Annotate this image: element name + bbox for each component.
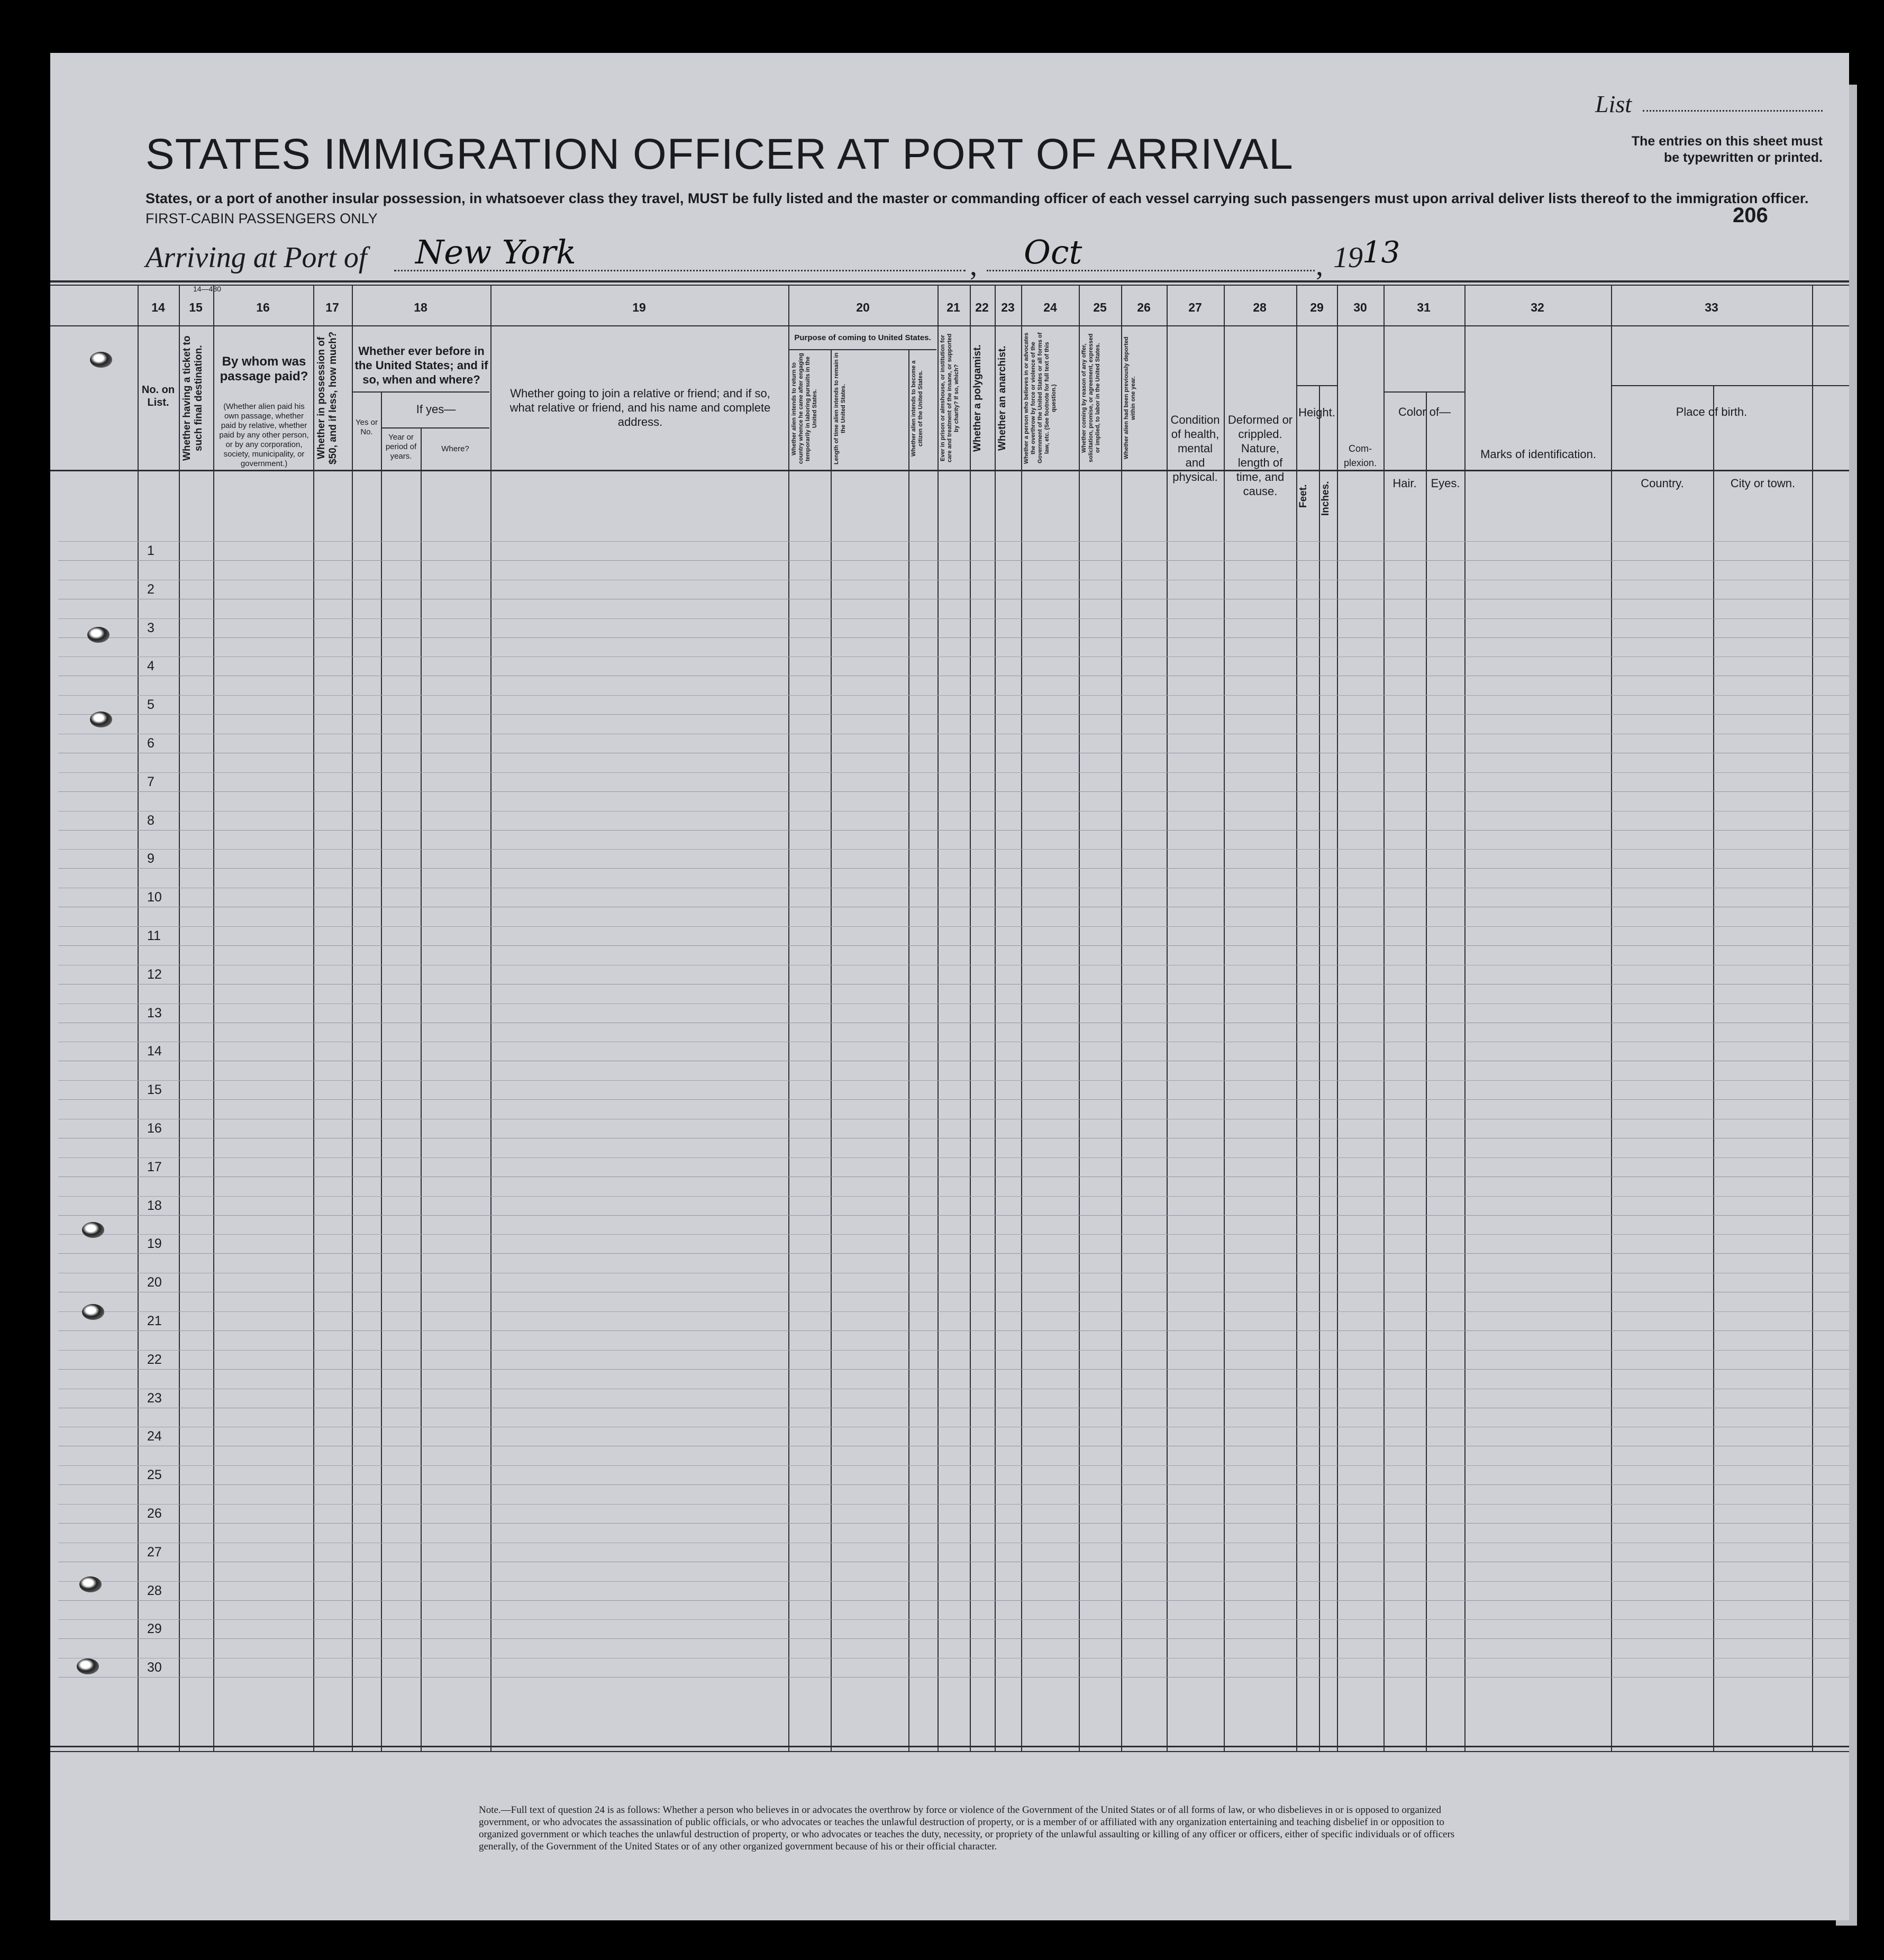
footnote-question-24: Note.—Full text of question 24 is as follows: Whether a person who believes in or advocates the overthrow by force or violence of the Government of the United States or of all forms of law, or who disbelieves in or is opposed to organized government, or who advocates the assassination of public officials, or who advocates or teaches the unlawful destruction of property, or is a member of or affiliated with any organization entertaining and teaching disbelief in or opposition to organized government or which teaches the unlawful destruction of property, or who advocates or teaches the duty, necessity, or propriety of the unlawful assaulting or killing of any officer or officers, either of specific individuals or of officers generally, of the Government of the United States or of any other organized government because of his or their official character. bbox=[479, 1804, 1455, 1852]
col-line-24 bbox=[1021, 285, 1022, 1751]
c29-sub-rule bbox=[1296, 385, 1337, 386]
row-number: 1 bbox=[147, 543, 154, 558]
list-label: List bbox=[1595, 90, 1632, 117]
typewritten-instructions: The entries on this sheet must be typewritten or printed. bbox=[1631, 134, 1823, 165]
row-number: 7 bbox=[147, 774, 154, 789]
table-top-rule-2 bbox=[50, 285, 1849, 286]
col-line-31b bbox=[1426, 391, 1427, 1751]
col-line-14 bbox=[138, 285, 139, 1751]
row-number: 20 bbox=[147, 1275, 162, 1290]
row-number: 10 bbox=[147, 890, 162, 905]
month-dotted-line bbox=[987, 270, 1315, 271]
row-number: 6 bbox=[147, 736, 154, 751]
page-title: STATES IMMIGRATION OFFICER AT PORT OF ARRIVAL bbox=[145, 130, 1294, 178]
col-line-27 bbox=[1167, 285, 1168, 1751]
c16-header: By whom was passage paid? bbox=[220, 354, 308, 384]
col-line-20b bbox=[831, 349, 832, 1751]
c33-header: Place of birth. bbox=[1676, 405, 1748, 418]
row-rule bbox=[58, 541, 1849, 542]
c31-eyes: Eyes. bbox=[1431, 477, 1460, 490]
row-rule bbox=[58, 1369, 1849, 1370]
col-line-34 bbox=[1812, 285, 1813, 1751]
colnum-28: 28 bbox=[1253, 300, 1267, 314]
c29-inches: Inches. bbox=[1320, 481, 1331, 516]
c20b-header: Length of time alien intends to remain in the United States. bbox=[833, 352, 847, 465]
month-handwritten: Oct bbox=[1024, 233, 1082, 271]
port-dotted-line bbox=[394, 270, 966, 271]
row-rule bbox=[58, 1581, 1849, 1582]
row-rule bbox=[58, 637, 1849, 638]
colnum-29: 29 bbox=[1310, 300, 1324, 314]
c33-sub-rule bbox=[1611, 385, 1849, 386]
header-bottom-rule bbox=[50, 470, 1849, 471]
row-rule bbox=[58, 1504, 1849, 1505]
c17-header: Whether in possession of $50, and if less, how much? bbox=[316, 331, 339, 465]
col-line-33b bbox=[1713, 385, 1714, 1751]
punch-hole bbox=[90, 712, 112, 727]
col-line-20 bbox=[788, 285, 789, 1751]
c20-header: Purpose of coming to United States. bbox=[794, 333, 931, 342]
c29-feet: Feet. bbox=[1298, 484, 1309, 508]
row-rule bbox=[58, 772, 1849, 773]
col-line-20c bbox=[908, 349, 909, 1751]
c29-header: Height. bbox=[1298, 406, 1335, 419]
col-line-31 bbox=[1384, 285, 1385, 1751]
col-line-26 bbox=[1121, 285, 1122, 1751]
row-rule bbox=[58, 1600, 1849, 1601]
row-rule bbox=[58, 695, 1849, 696]
colnum-17: 17 bbox=[325, 300, 339, 314]
row-number: 23 bbox=[147, 1390, 162, 1406]
row-rule bbox=[58, 714, 1849, 715]
row-number: 24 bbox=[147, 1429, 162, 1444]
row-number: 18 bbox=[147, 1198, 162, 1213]
row-rule bbox=[58, 868, 1849, 869]
colnum-15: 15 bbox=[189, 300, 203, 314]
punch-hole bbox=[90, 352, 112, 368]
row-number: 11 bbox=[147, 928, 161, 943]
row-rule bbox=[58, 1484, 1849, 1485]
c23-header: Whether an anarchist. bbox=[997, 345, 1008, 451]
table-bottom-rule bbox=[50, 1746, 1849, 1747]
c31-sub-rule bbox=[1384, 391, 1464, 393]
colnum-30: 30 bbox=[1353, 300, 1367, 314]
row-number: 5 bbox=[147, 697, 154, 713]
row-number: 26 bbox=[147, 1506, 162, 1521]
row-rule bbox=[58, 1619, 1849, 1620]
row-number: 14 bbox=[147, 1044, 162, 1059]
col-line-15 bbox=[179, 285, 180, 1751]
row-number: 9 bbox=[147, 851, 154, 867]
c18-sub-rule bbox=[352, 391, 489, 393]
col-line-16 bbox=[213, 285, 214, 1751]
comma-2: , bbox=[1316, 249, 1323, 282]
first-cabin-label: FIRST-CABIN PASSENGERS ONLY bbox=[145, 211, 378, 226]
row-number: 2 bbox=[147, 581, 154, 597]
c22-header: Whether a polygamist. bbox=[972, 344, 983, 452]
row-number: 4 bbox=[147, 659, 154, 674]
colnum-19: 19 bbox=[632, 300, 646, 314]
row-rule bbox=[58, 945, 1849, 946]
c18-header: Whether ever before in the United States; and if so, when and where? bbox=[354, 344, 488, 386]
col-line-23 bbox=[995, 285, 996, 1751]
row-rule bbox=[58, 1311, 1849, 1312]
c33-country: Country. bbox=[1641, 477, 1684, 490]
colnum-14: 14 bbox=[151, 300, 165, 314]
row-number: 12 bbox=[147, 967, 162, 982]
c30-header: Com- plexion. bbox=[1343, 443, 1377, 468]
c20-sub-rule bbox=[788, 349, 936, 350]
c18-ifyes: If yes— bbox=[416, 403, 456, 416]
c27-header: Condition of health, mental and physical. bbox=[1170, 413, 1220, 484]
col-line-33 bbox=[1611, 285, 1612, 1751]
c20c-header: Whether alien intends to become a citizen of the United States. bbox=[911, 360, 924, 457]
c19-header: Whether going to join a relative or friend; and if so, what relative or friend, and his name and complete address. bbox=[509, 387, 771, 429]
c24-header: Whether a person who believes in or advocates the overthrow by force or violence of the Government of the United States or all forms of law, etc. (See footnote for full text of this question.) bbox=[1023, 332, 1057, 464]
c28-header: Deformed or crippled. Nature, length of time, and cause. bbox=[1227, 413, 1293, 498]
col-line-22 bbox=[970, 285, 971, 1751]
row-rule bbox=[58, 1234, 1849, 1235]
col-line-17 bbox=[313, 285, 314, 1751]
col-line-32 bbox=[1464, 285, 1466, 1751]
row-rule bbox=[58, 560, 1849, 561]
manifest-sheet bbox=[50, 53, 1849, 1920]
row-number: 13 bbox=[147, 1005, 162, 1020]
c15-header: Whether having a ticket to such final destination. bbox=[181, 335, 204, 461]
row-rule bbox=[58, 1253, 1849, 1254]
arriving-line bbox=[145, 241, 367, 275]
colnum-18: 18 bbox=[414, 300, 427, 314]
row-number: 29 bbox=[147, 1621, 162, 1637]
row-rule bbox=[58, 1638, 1849, 1639]
port-handwritten: New York bbox=[415, 233, 576, 271]
col-line-21 bbox=[938, 285, 939, 1751]
c21-header: Ever in prison or almshouse, or institution for care and treatment of the insane, or supported by charity? If so, which? bbox=[940, 333, 960, 463]
colnum-20: 20 bbox=[856, 300, 870, 314]
c16-note: (Whether alien paid his own passage, whether paid by relative, whether paid by any other person, or by any corporation, society, municipality, or government.) bbox=[219, 402, 309, 468]
col-line-18b bbox=[381, 391, 382, 1751]
c31-header: Color of— bbox=[1398, 405, 1451, 418]
col-line-19 bbox=[490, 285, 492, 1751]
year-handwritten: 13 bbox=[1362, 235, 1400, 270]
row-rule bbox=[58, 1677, 1849, 1678]
intro-text: States, or a port of another insular possession, in whatsoever class they travel, MUST be fully listed and the master or commanding officer of each vessel carrying such passengers must upon arrival deliver lists thereof to the immigration officer. bbox=[145, 190, 1809, 206]
row-number: 28 bbox=[147, 1583, 162, 1598]
colnum-33: 33 bbox=[1705, 300, 1718, 314]
row-rule bbox=[58, 811, 1849, 812]
row-rule bbox=[58, 830, 1849, 831]
c18-where: Where? bbox=[441, 444, 469, 453]
row-rule bbox=[58, 1080, 1849, 1081]
c20a-header: Whether alien intends to return to country whence he came after engaging temporarily in laboring pursuits in the United States. bbox=[791, 353, 818, 464]
colnum-31: 31 bbox=[1417, 300, 1431, 314]
col-line-29b bbox=[1319, 385, 1320, 1751]
colnum-21: 21 bbox=[946, 300, 960, 314]
col-line-25 bbox=[1079, 285, 1080, 1751]
year-prefix: 19 bbox=[1333, 241, 1363, 274]
row-rule bbox=[58, 791, 1849, 792]
column-number-rule bbox=[50, 325, 1849, 326]
row-rule bbox=[58, 1465, 1849, 1466]
c18-sub-rule-2 bbox=[381, 427, 489, 429]
col-line-29 bbox=[1296, 285, 1297, 1751]
row-number: 19 bbox=[147, 1236, 162, 1252]
list-number-line bbox=[1643, 110, 1823, 112]
table-top-rule bbox=[50, 280, 1849, 282]
c33-city: City or town. bbox=[1730, 477, 1796, 490]
row-rule bbox=[58, 1099, 1849, 1100]
punch-hole bbox=[77, 1658, 99, 1674]
c31-hair: Hair. bbox=[1392, 477, 1417, 490]
c25-header: Whether coming by reason of any offer, solicitation, promise, or agreement, expressed or implied, to labor in the United States. bbox=[1081, 333, 1101, 463]
colnum-16: 16 bbox=[256, 300, 270, 314]
colnum-25: 25 bbox=[1093, 300, 1107, 314]
table-bottom-rule-2 bbox=[50, 1751, 1849, 1752]
punch-hole bbox=[82, 1304, 104, 1320]
c14-header: No. on List. bbox=[141, 384, 175, 408]
sheet-number: 206 bbox=[1733, 204, 1768, 227]
punch-hole bbox=[79, 1576, 102, 1592]
row-number: 16 bbox=[147, 1121, 162, 1136]
row-rule bbox=[58, 1350, 1849, 1351]
row-rule bbox=[58, 1330, 1849, 1331]
row-number: 25 bbox=[147, 1467, 162, 1483]
c32-header: Marks of identification. bbox=[1480, 448, 1596, 461]
row-rule bbox=[58, 926, 1849, 927]
c18-years: Year or period of years. bbox=[385, 433, 417, 461]
row-number: 21 bbox=[147, 1314, 162, 1328]
comma-1: , bbox=[970, 249, 977, 282]
row-rule bbox=[58, 1215, 1849, 1216]
colnum-24: 24 bbox=[1043, 300, 1057, 314]
arriving-label: Arriving at Port of bbox=[145, 241, 367, 274]
row-number: 8 bbox=[147, 813, 154, 828]
row-number: 15 bbox=[147, 1082, 162, 1098]
col-line-28 bbox=[1224, 285, 1225, 1751]
colnum-22: 22 bbox=[975, 300, 989, 314]
row-rule bbox=[58, 849, 1849, 850]
punch-hole bbox=[82, 1222, 104, 1238]
row-number: 22 bbox=[147, 1352, 162, 1367]
colnum-27: 27 bbox=[1188, 300, 1202, 314]
col-line-18a bbox=[352, 285, 353, 1751]
punch-hole bbox=[87, 627, 110, 643]
row-rule bbox=[58, 1196, 1849, 1197]
row-number: 3 bbox=[147, 620, 154, 635]
row-number: 27 bbox=[147, 1544, 162, 1560]
row-number: 17 bbox=[147, 1159, 162, 1174]
form-code: 14—480 bbox=[193, 285, 221, 293]
row-rule bbox=[58, 618, 1849, 619]
row-rule bbox=[58, 1523, 1849, 1524]
colnum-23: 23 bbox=[1001, 300, 1015, 314]
col-line-18c bbox=[421, 427, 422, 1751]
col-line-30 bbox=[1337, 285, 1338, 1751]
row-number: 30 bbox=[147, 1660, 162, 1675]
c18-yesno: Yes or No. bbox=[356, 418, 378, 436]
colnum-32: 32 bbox=[1531, 300, 1544, 314]
c26-header: Whether alien had been previously deported within one year. bbox=[1123, 336, 1136, 460]
row-rule bbox=[58, 1157, 1849, 1158]
colnum-26: 26 bbox=[1137, 300, 1151, 314]
